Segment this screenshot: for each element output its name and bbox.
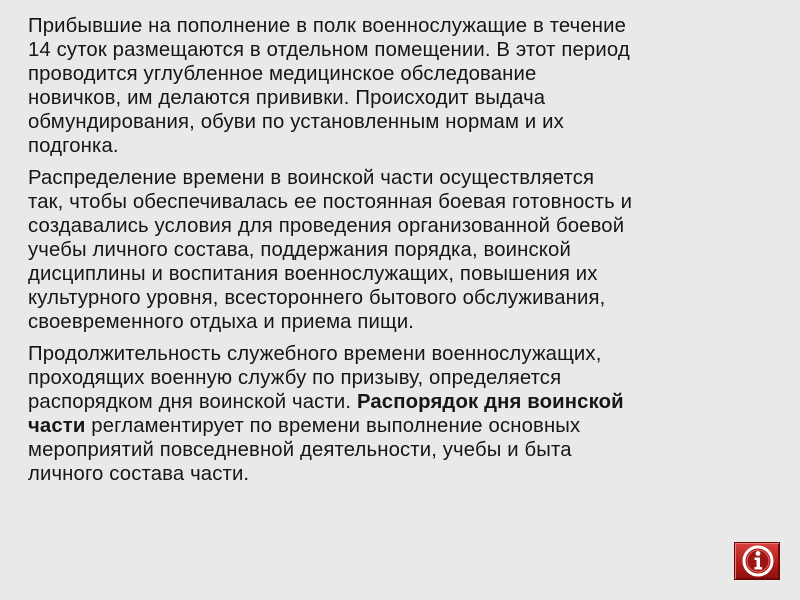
bold-term: Распорядок дня воинской bbox=[356, 391, 624, 413]
text-line: своевременного отдыха и приема пищи. bbox=[28, 311, 415, 333]
paragraph-service-time bbox=[28, 342, 783, 486]
text-line: обмундирования, обуви по установленным нормам и их bbox=[28, 111, 564, 133]
text-line: новичков, им делаются прививки. Происходит выдача bbox=[28, 87, 546, 109]
text-line: Распределение времени в воинской части осуществляется bbox=[28, 167, 595, 189]
bold-term: части bbox=[28, 415, 86, 437]
paragraph-time-distribution bbox=[28, 166, 783, 334]
info-icon bbox=[739, 543, 777, 579]
text-line bbox=[28, 390, 783, 414]
text-line: проходящих военную службу по призыву, определяется bbox=[28, 367, 562, 389]
text-line: мероприятий повседневной деятельности, учебы и быта bbox=[28, 439, 572, 461]
text-line: подгонка. bbox=[28, 135, 119, 157]
info-button[interactable] bbox=[734, 542, 780, 580]
text-line: дисциплины и воспитания военнослужащих, повышения их bbox=[28, 263, 598, 285]
text-line: Прибывшие на пополнение в полк военнослужащие в течение bbox=[28, 15, 627, 37]
slide-text bbox=[28, 14, 783, 494]
text-line: культурного уровня, всестороннего бытового обслуживания, bbox=[28, 287, 606, 309]
text-line: Продолжительность служебного времени военнослужащих, bbox=[28, 343, 602, 365]
paragraph-arrival bbox=[28, 14, 783, 158]
text-run: регламентирует по времени выполнение основных bbox=[85, 415, 581, 437]
text-line: 14 суток размещаются в отдельном помещении. В этот период bbox=[28, 39, 630, 61]
text-run: распорядком дня воинской части. bbox=[28, 391, 357, 413]
text-line: создавались условия для проведения организованной боевой bbox=[28, 215, 625, 237]
text-line: учебы личного состава, поддержания порядка, воинской bbox=[28, 239, 571, 261]
text-line: проводится углубленное медицинское обследование bbox=[28, 63, 537, 85]
text-line bbox=[28, 414, 783, 438]
text-line: так, чтобы обеспечивалась ее постоянная боевая готовность и bbox=[28, 191, 633, 213]
text-line: личного состава части. bbox=[28, 463, 250, 485]
